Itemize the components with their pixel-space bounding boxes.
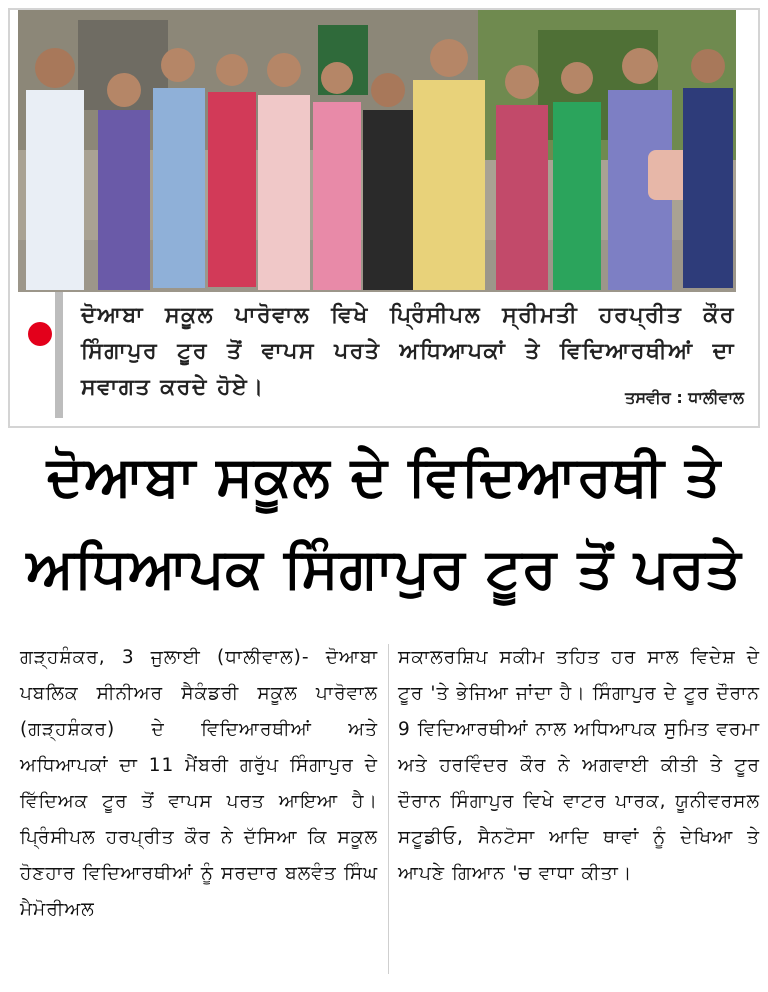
- photo-credit: ਤਸਵੀਰ : ਧਾਲੀਵਾਲ: [625, 388, 744, 407]
- caption-text: ਦੋਆਬਾ ਸਕੂਲ ਪਾਰੋਵਾਲ ਵਿਖੇ ਪ੍ਰਿੰਸੀਪਲ ਸ੍ਰੀਮਤੀ ਹਰਪ੍ਰੀਤ ਕੌਰ ਸਿੰਗਾਪੁਰ ਟੂਰ ਤੋਂ ਵਾਪਸ ਪਰਤੇ ਅਧਿਆਪਕਾਂ ਤੇ ਵਿਦਿਆਰਥੀਆਂ ਦਾ ਸਵਾਗਤ ਕਰਦੇ ਹੋਏ।: [81, 303, 735, 400]
- headline: [0, 430, 768, 614]
- column-divider: [388, 644, 389, 974]
- caption-bullet: [28, 322, 52, 346]
- headline-line-1: ਦੋਆਬਾ ਸਕੂਲ ਦੇ ਵਿਦਿਆਰਥੀ ਤੇ: [46, 444, 722, 508]
- article-body: [20, 640, 762, 980]
- headline-line-2: ਅਧਿਆਪਕ ਸਿੰਗਾਪੁਰ ਟੂਰ ਤੋਂ ਪਰਤੇ: [26, 536, 742, 600]
- article-column-left: ਗੜ੍ਹਸ਼ੰਕਰ, 3 ਜੁਲਾਈ (ਧਾਲੀਵਾਲ)- ਦੋਆਬਾ ਪਬਲਿਕ ਸੀਨੀਅਰ ਸੈਕੰਡਰੀ ਸਕੂਲ ਪਾਰੋਵਾਲ (ਗੜ੍ਹਸ਼ੰਕਰ) ਦੇ ਵਿਦਿਆਰਥੀਆਂ ਅਤੇ ਅਧਿਆਪਕਾਂ ਦਾ 11 ਮੈਂਬਰੀ ਗਰੁੱਪ ਸਿੰਗਾਪੁਰ ਦੇ ਵਿੱਦਿਅਕ ਟੂਰ ਤੋਂ ਵਾਪਸ ਪਰਤ ਆਇਆ ਹੈ। ਪ੍ਰਿੰਸੀਪਲ ਹਰਪ੍ਰੀਤ ਕੌਰ ਨੇ ਦੱਸਿਆ ਕਿ ਸਕੂਲ ਹੋਣਹਾਰ ਵਿਦਿਆਰਥੀਆਂ ਨੂੰ ਸਰਦਾਰ ਬਲਵੰਤ ਸਿੰਘ ਮੈਮੋਰੀਅਲ: [20, 647, 378, 920]
- group-photo-illustration: [18, 10, 736, 292]
- article-column-right: ਸਕਾਲਰਸ਼ਿਪ ਸਕੀਮ ਤਹਿਤ ਹਰ ਸਾਲ ਵਿਦੇਸ਼ ਦੇ ਟੂਰ 'ਤੇ ਭੇਜਿਆ ਜਾਂਦਾ ਹੈ। ਸਿੰਗਾਪੁਰ ਦੇ ਟੂਰ ਦੌਰਾਨ 9 ਵਿਦਿਆਰਥੀਆਂ ਨਾਲ ਅਧਿਆਪਕ ਸੁਮਿਤ ਵਰਮਾ ਅਤੇ ਹਰਵਿੰਦਰ ਕੌਰ ਨੇ ਅਗਵਾਈ ਕੀਤੀ ਤੇ ਟੂਰ ਦੌਰਾਨ ਸਿੰਗਾਪੁਰ ਵਿਖੇ ਵਾਟਰ ਪਾਰਕ, ਯੂਨੀਵਰਸਲ ਸਟੂਡੀਓ, ਸੈਨਟੋਸਾ ਆਦਿ ਥਾਵਾਂ ਨੂੰ ਦੇਖਿਆ ਤੇ ਆਪਣੇ ਗਿਆਨ 'ਚ ਵਾਧਾ ਕੀਤਾ।: [398, 647, 760, 884]
- group-photo: [18, 10, 736, 292]
